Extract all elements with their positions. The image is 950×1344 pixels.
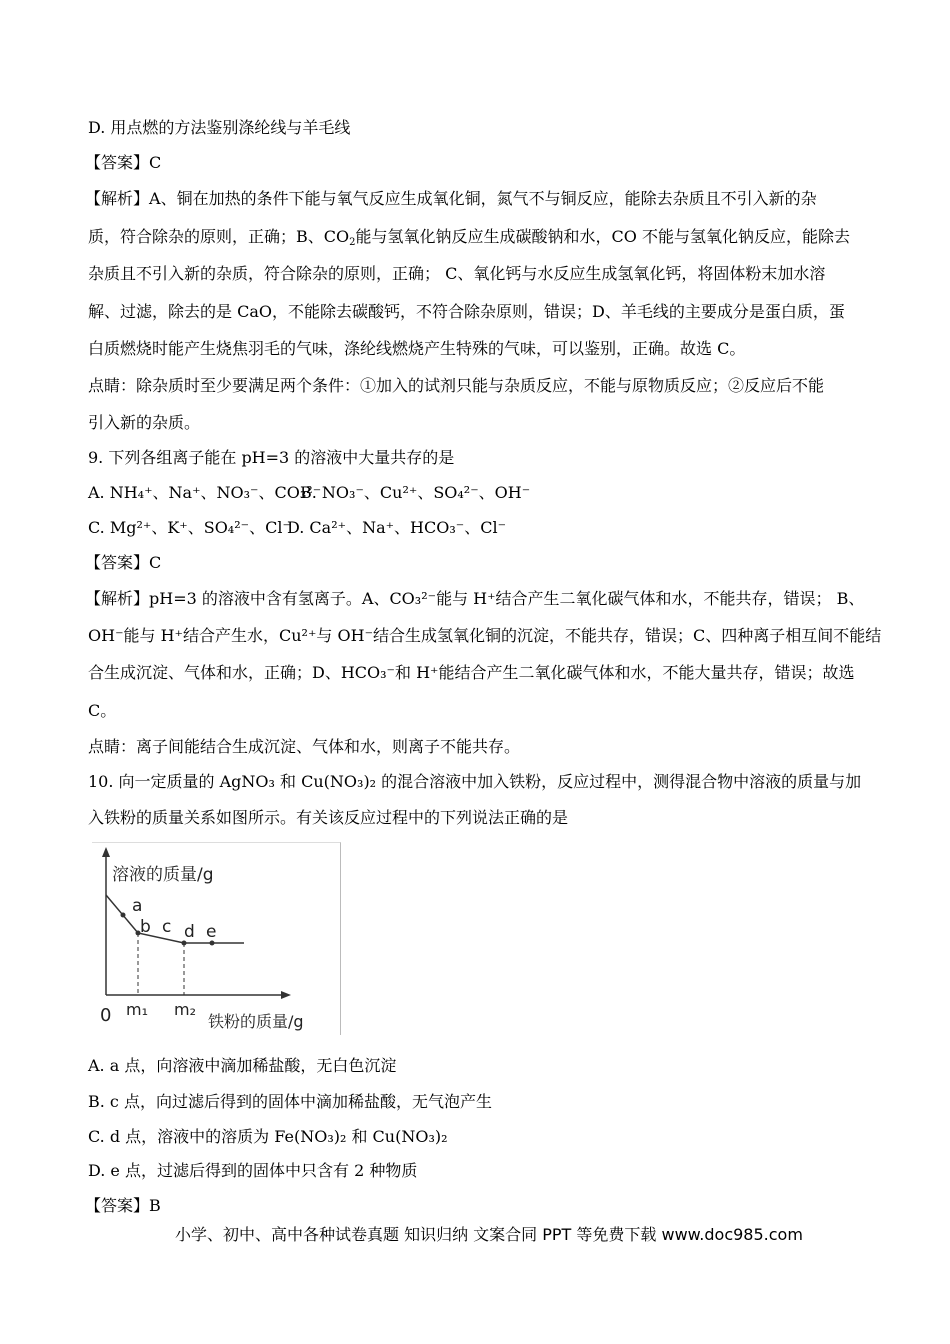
q8-tip-line-2: 引入新的杂质。 [88,413,201,432]
subscript: 2 [349,237,356,248]
q8-analysis-line-2 [88,227,850,247]
x-axis-arrow [281,991,291,999]
m1-label: m₁ [126,1000,148,1019]
q9-analysis-line-1 [85,589,864,609]
q10-stem-line-1: 10. 向一定质量的 AgNO₃ 和 Cu(NO₃)₂ 的混合溶液中加入铁粉，反应过程中，测得混合物中溶液的质量与加 [88,772,862,791]
label-a: a [132,896,143,916]
answer-value: C [149,553,162,572]
mass-curve [106,895,244,943]
analysis-text: 质，符合除杂的原则，正确；B、CO [88,227,350,246]
answer-label: 【答案】 [85,153,150,172]
label-b: b [140,917,151,937]
label-e: e [206,922,217,942]
analysis-label: 【解析】 [85,589,150,608]
q9-analysis-line-4: C。 [88,701,117,720]
q8-analysis-line-5: 白质燃烧时能产生烧焦羽毛的气味，涤纶线燃烧产生特殊的气味，可以鉴别，正确。故选 C。 [88,339,746,358]
q8-answer [85,153,161,173]
answer-value: C [149,153,162,172]
page-footer: 小学、初中、高中各种试卷真题 知识归纳 文案合同 PPT 等免费下载 www.doc985.com [175,1225,803,1244]
q8-analysis-line-4: 解、过滤，除去的是 CaO，不能除去碳酸钙，不符合除杂原则，错误；D、羊毛线的主要成分是蛋白质，蛋 [88,302,845,321]
x-axis-label: 铁粉的质量/g [208,1012,304,1031]
analysis-label: 【解析】 [85,189,150,208]
q8-option-d: D. 用点燃的方法鉴别涤纶线与羊毛线 [88,118,351,137]
q9-option-a: A. NH₄⁺、Na⁺、NO₃⁻、CO₃²⁻ [88,483,322,502]
analysis-text: A、铜在加热的条件下能与氧气反应生成氧化铜，氮气不与铜反应，能除去杂质且不引入新的杂 [149,189,817,208]
y-axis-arrow [102,847,110,857]
q9-analysis-line-2: OH⁻能与 H⁺结合产生水，Cu²⁺与 OH⁻结合生成氢氧化铜的沉淀，不能共存，错误；C、四种离子相互间不能结 [88,626,882,645]
q9-answer [85,553,161,573]
q8-tip-line-1: 点睛：除杂质时至少要满足两个条件：①加入的试剂只能与杂质反应，不能与原物质反应；②反应后不能 [88,376,825,395]
q8-analysis-line-1 [85,189,817,209]
q9-analysis-line-3: 合生成沉淀、气体和水，正确；D、HCO₃⁻和 H⁺能结合产生二氧化碳气体和水，不能大量共存，错误；故选 [88,663,855,682]
point-a [121,913,126,918]
m2-label: m₂ [174,1000,196,1019]
q9-tip: 点睛：离子间能结合生成沉淀、气体和水，则离子不能共存。 [88,737,521,756]
mass-graph-figure [92,842,341,1035]
q10-answer [85,1196,161,1216]
q9-option-b: B. NO₃⁻、Cu²⁺、SO₄²⁻、OH⁻ [300,483,531,502]
analysis-text: 能与氢氧化钠反应生成碳酸钠和水，CO 不能与氢氧化钠反应，能除去 [355,227,850,246]
q10-option-c: C. d 点，溶液中的溶质为 Fe(NO₃)₂ 和 Cu(NO₃)₂ [88,1127,448,1146]
mass-graph [92,843,340,1035]
label-c: c [162,917,172,937]
answer-label: 【答案】 [85,1196,150,1215]
origin-label: 0 [100,1005,112,1026]
q9-stem: 9. 下列各组离子能在 pH=3 的溶液中大量共存的是 [88,448,455,467]
q10-option-a: A. a 点，向溶液中滴加稀盐酸，无白色沉淀 [88,1056,397,1075]
analysis-text: pH=3 的溶液中含有氢离子。A、CO₃²⁻能与 H⁺结合产生二氧化碳气体和水，不能共存，错误； B、 [149,589,865,608]
q10-option-d: D. e 点，过滤后得到的固体中只含有 2 种物质 [88,1161,418,1180]
q9-option-d: D. Ca²⁺、Na⁺、HCO₃⁻、Cl⁻ [287,518,507,537]
answer-label: 【答案】 [85,553,150,572]
label-d: d [184,922,195,942]
q9-option-c: C. Mg²⁺、K⁺、SO₄²⁻、Cl⁻ [88,518,291,537]
q10-option-b: B. c 点，向过滤后得到的固体中滴加稀盐酸，无气泡产生 [88,1092,492,1111]
q10-stem-line-2: 入铁粉的质量关系如图所示。有关该反应过程中的下列说法正确的是 [88,808,569,827]
y-axis-label: 溶液的质量/g [112,865,214,885]
answer-value: B [149,1196,161,1215]
q8-analysis-line-3: 杂质且不引入新的杂质，符合除杂的原则，正确； C、氧化钙与水反应生成氢氧化钙，将固体粉末加水溶 [88,264,826,283]
